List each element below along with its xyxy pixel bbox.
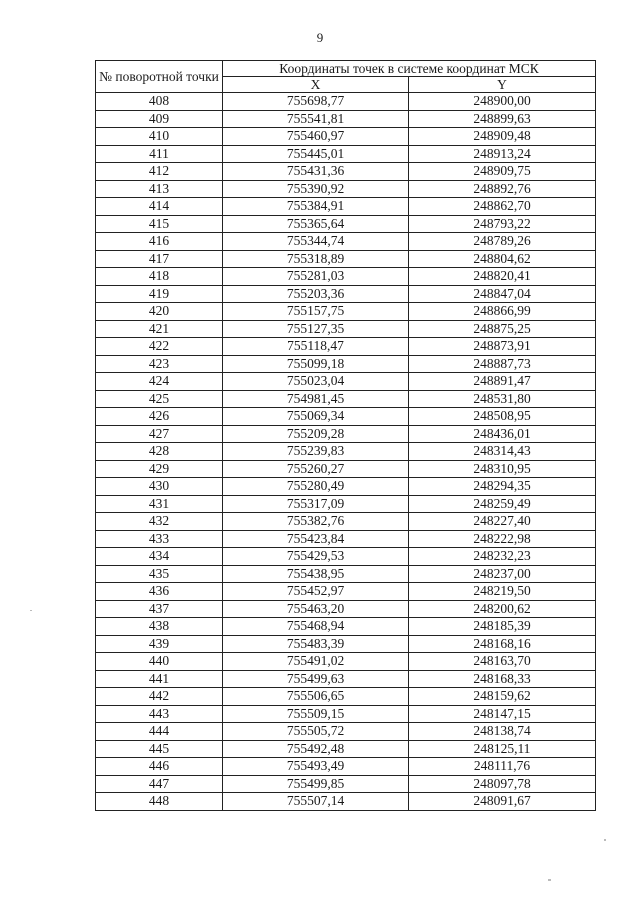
x-coordinate-cell: 755365,64 xyxy=(223,215,409,233)
y-coordinate-cell: 248232,23 xyxy=(409,548,596,566)
point-number-cell: 434 xyxy=(96,548,223,566)
point-number-cell: 448 xyxy=(96,793,223,811)
point-number-cell: 437 xyxy=(96,600,223,618)
point-number-cell: 414 xyxy=(96,198,223,216)
point-number-cell: 417 xyxy=(96,250,223,268)
x-coordinate-cell: 755493,49 xyxy=(223,758,409,776)
y-coordinate-cell: 248887,73 xyxy=(409,355,596,373)
table-row xyxy=(96,233,596,251)
table-row xyxy=(96,775,596,793)
table-row xyxy=(96,460,596,478)
point-number-cell: 433 xyxy=(96,530,223,548)
table-row xyxy=(96,548,596,566)
table-row xyxy=(96,705,596,723)
table-row xyxy=(96,723,596,741)
y-coordinate-cell: 248793,22 xyxy=(409,215,596,233)
table-row xyxy=(96,530,596,548)
table-row xyxy=(96,285,596,303)
table-row xyxy=(96,250,596,268)
table-row xyxy=(96,583,596,601)
y-coordinate-cell: 248111,76 xyxy=(409,758,596,776)
scan-speck xyxy=(604,839,606,841)
x-coordinate-cell: 755445,01 xyxy=(223,145,409,163)
table-body xyxy=(96,93,596,811)
point-number-cell: 426 xyxy=(96,408,223,426)
point-number-cell: 410 xyxy=(96,128,223,146)
table-row xyxy=(96,93,596,111)
x-coordinate-cell: 755390,92 xyxy=(223,180,409,198)
x-coordinate-cell: 755423,84 xyxy=(223,530,409,548)
x-coordinate-cell: 755506,65 xyxy=(223,688,409,706)
x-coordinate-cell: 755505,72 xyxy=(223,723,409,741)
table-row xyxy=(96,495,596,513)
point-number-cell: 439 xyxy=(96,635,223,653)
x-coordinate-cell: 755438,95 xyxy=(223,565,409,583)
x-coordinate-cell: 755157,75 xyxy=(223,303,409,321)
y-coordinate-cell: 248909,48 xyxy=(409,128,596,146)
y-coordinate-cell: 248222,98 xyxy=(409,530,596,548)
table-row xyxy=(96,478,596,496)
point-number-cell: 420 xyxy=(96,303,223,321)
x-coordinate-cell: 755468,94 xyxy=(223,618,409,636)
table-row xyxy=(96,758,596,776)
y-coordinate-cell: 248892,76 xyxy=(409,180,596,198)
table-row xyxy=(96,373,596,391)
y-coordinate-cell: 248436,01 xyxy=(409,425,596,443)
y-coordinate-cell: 248294,35 xyxy=(409,478,596,496)
x-coordinate-cell: 755069,34 xyxy=(223,408,409,426)
point-number-cell: 444 xyxy=(96,723,223,741)
y-coordinate-cell: 248804,62 xyxy=(409,250,596,268)
x-coordinate-cell: 755317,09 xyxy=(223,495,409,513)
x-coordinate-cell: 755318,89 xyxy=(223,250,409,268)
header-coordinates: Координаты точек в системе координат МСК xyxy=(223,61,596,77)
table-row xyxy=(96,618,596,636)
table-row xyxy=(96,425,596,443)
y-coordinate-cell: 248873,91 xyxy=(409,338,596,356)
y-coordinate-cell: 248847,04 xyxy=(409,285,596,303)
x-coordinate-cell: 755344,74 xyxy=(223,233,409,251)
y-coordinate-cell: 248314,43 xyxy=(409,443,596,461)
x-coordinate-cell: 755209,28 xyxy=(223,425,409,443)
table-row xyxy=(96,198,596,216)
x-coordinate-cell: 755463,20 xyxy=(223,600,409,618)
x-coordinate-cell: 755509,15 xyxy=(223,705,409,723)
x-coordinate-cell: 755492,48 xyxy=(223,740,409,758)
point-number-cell: 419 xyxy=(96,285,223,303)
table-row xyxy=(96,408,596,426)
point-number-cell: 445 xyxy=(96,740,223,758)
x-coordinate-cell: 755239,83 xyxy=(223,443,409,461)
table-row xyxy=(96,145,596,163)
y-coordinate-cell: 248259,49 xyxy=(409,495,596,513)
point-number-cell: 429 xyxy=(96,460,223,478)
table-row xyxy=(96,128,596,146)
table-row xyxy=(96,635,596,653)
y-coordinate-cell: 248866,99 xyxy=(409,303,596,321)
table-row xyxy=(96,653,596,671)
point-number-cell: 442 xyxy=(96,688,223,706)
point-number-cell: 432 xyxy=(96,513,223,531)
table-row xyxy=(96,740,596,758)
x-coordinate-cell: 755280,49 xyxy=(223,478,409,496)
x-coordinate-cell: 754981,45 xyxy=(223,390,409,408)
x-coordinate-cell: 755499,63 xyxy=(223,670,409,688)
table-row xyxy=(96,670,596,688)
header-y: Y xyxy=(409,77,596,93)
point-number-cell: 422 xyxy=(96,338,223,356)
y-coordinate-cell: 248862,70 xyxy=(409,198,596,216)
y-coordinate-cell: 248531,80 xyxy=(409,390,596,408)
table-row xyxy=(96,338,596,356)
table-row xyxy=(96,215,596,233)
point-number-cell: 428 xyxy=(96,443,223,461)
y-coordinate-cell: 248900,00 xyxy=(409,93,596,111)
point-number-cell: 431 xyxy=(96,495,223,513)
y-coordinate-cell: 248789,26 xyxy=(409,233,596,251)
point-number-cell: 412 xyxy=(96,163,223,181)
table-row xyxy=(96,355,596,373)
point-number-cell: 441 xyxy=(96,670,223,688)
table-row xyxy=(96,443,596,461)
y-coordinate-cell: 248237,00 xyxy=(409,565,596,583)
point-number-cell: 446 xyxy=(96,758,223,776)
x-coordinate-cell: 755541,81 xyxy=(223,110,409,128)
y-coordinate-cell: 248168,16 xyxy=(409,635,596,653)
header-point-number: № поворотной точки xyxy=(96,61,223,93)
table-row xyxy=(96,390,596,408)
x-coordinate-cell: 755382,76 xyxy=(223,513,409,531)
y-coordinate-cell: 248125,11 xyxy=(409,740,596,758)
table-row xyxy=(96,793,596,811)
table-row xyxy=(96,513,596,531)
table-header xyxy=(96,61,596,93)
point-number-cell: 427 xyxy=(96,425,223,443)
y-coordinate-cell: 248508,95 xyxy=(409,408,596,426)
y-coordinate-cell: 248097,78 xyxy=(409,775,596,793)
point-number-cell: 440 xyxy=(96,653,223,671)
y-coordinate-cell: 248200,62 xyxy=(409,600,596,618)
point-number-cell: 409 xyxy=(96,110,223,128)
y-coordinate-cell: 248310,95 xyxy=(409,460,596,478)
y-coordinate-cell: 248159,62 xyxy=(409,688,596,706)
x-coordinate-cell: 755452,97 xyxy=(223,583,409,601)
scan-speck xyxy=(30,610,32,611)
header-x: X xyxy=(223,77,409,93)
point-number-cell: 424 xyxy=(96,373,223,391)
x-coordinate-cell: 755281,03 xyxy=(223,268,409,286)
x-coordinate-cell: 755698,77 xyxy=(223,93,409,111)
y-coordinate-cell: 248227,40 xyxy=(409,513,596,531)
y-coordinate-cell: 248875,25 xyxy=(409,320,596,338)
table-row xyxy=(96,180,596,198)
x-coordinate-cell: 755384,91 xyxy=(223,198,409,216)
scan-speck xyxy=(548,879,551,881)
point-number-cell: 415 xyxy=(96,215,223,233)
point-number-cell: 436 xyxy=(96,583,223,601)
y-coordinate-cell: 248891,47 xyxy=(409,373,596,391)
point-number-cell: 421 xyxy=(96,320,223,338)
x-coordinate-cell: 755429,53 xyxy=(223,548,409,566)
point-number-cell: 423 xyxy=(96,355,223,373)
x-coordinate-cell: 755203,36 xyxy=(223,285,409,303)
table-row xyxy=(96,303,596,321)
y-coordinate-cell: 248163,70 xyxy=(409,653,596,671)
y-coordinate-cell: 248147,15 xyxy=(409,705,596,723)
point-number-cell: 443 xyxy=(96,705,223,723)
x-coordinate-cell: 755499,85 xyxy=(223,775,409,793)
table-row xyxy=(96,110,596,128)
table-row xyxy=(96,163,596,181)
x-coordinate-cell: 755507,14 xyxy=(223,793,409,811)
y-coordinate-cell: 248091,67 xyxy=(409,793,596,811)
coordinates-table xyxy=(95,60,596,811)
page-number: 9 xyxy=(316,30,324,45)
point-number-cell: 411 xyxy=(96,145,223,163)
point-number-cell: 430 xyxy=(96,478,223,496)
y-coordinate-cell: 248185,39 xyxy=(409,618,596,636)
table-row xyxy=(96,268,596,286)
y-coordinate-cell: 248899,63 xyxy=(409,110,596,128)
y-coordinate-cell: 248168,33 xyxy=(409,670,596,688)
y-coordinate-cell: 248219,50 xyxy=(409,583,596,601)
point-number-cell: 418 xyxy=(96,268,223,286)
x-coordinate-cell: 755260,27 xyxy=(223,460,409,478)
point-number-cell: 413 xyxy=(96,180,223,198)
x-coordinate-cell: 755099,18 xyxy=(223,355,409,373)
x-coordinate-cell: 755023,04 xyxy=(223,373,409,391)
x-coordinate-cell: 755491,02 xyxy=(223,653,409,671)
point-number-cell: 425 xyxy=(96,390,223,408)
x-coordinate-cell: 755460,97 xyxy=(223,128,409,146)
x-coordinate-cell: 755483,39 xyxy=(223,635,409,653)
y-coordinate-cell: 248138,74 xyxy=(409,723,596,741)
y-coordinate-cell: 248913,24 xyxy=(409,145,596,163)
x-coordinate-cell: 755118,47 xyxy=(223,338,409,356)
point-number-cell: 408 xyxy=(96,93,223,111)
point-number-cell: 416 xyxy=(96,233,223,251)
y-coordinate-cell: 248820,41 xyxy=(409,268,596,286)
table-row xyxy=(96,600,596,618)
table-row xyxy=(96,320,596,338)
y-coordinate-cell: 248909,75 xyxy=(409,163,596,181)
table-row xyxy=(96,565,596,583)
x-coordinate-cell: 755431,36 xyxy=(223,163,409,181)
point-number-cell: 438 xyxy=(96,618,223,636)
point-number-cell: 447 xyxy=(96,775,223,793)
point-number-cell: 435 xyxy=(96,565,223,583)
x-coordinate-cell: 755127,35 xyxy=(223,320,409,338)
table-row xyxy=(96,688,596,706)
